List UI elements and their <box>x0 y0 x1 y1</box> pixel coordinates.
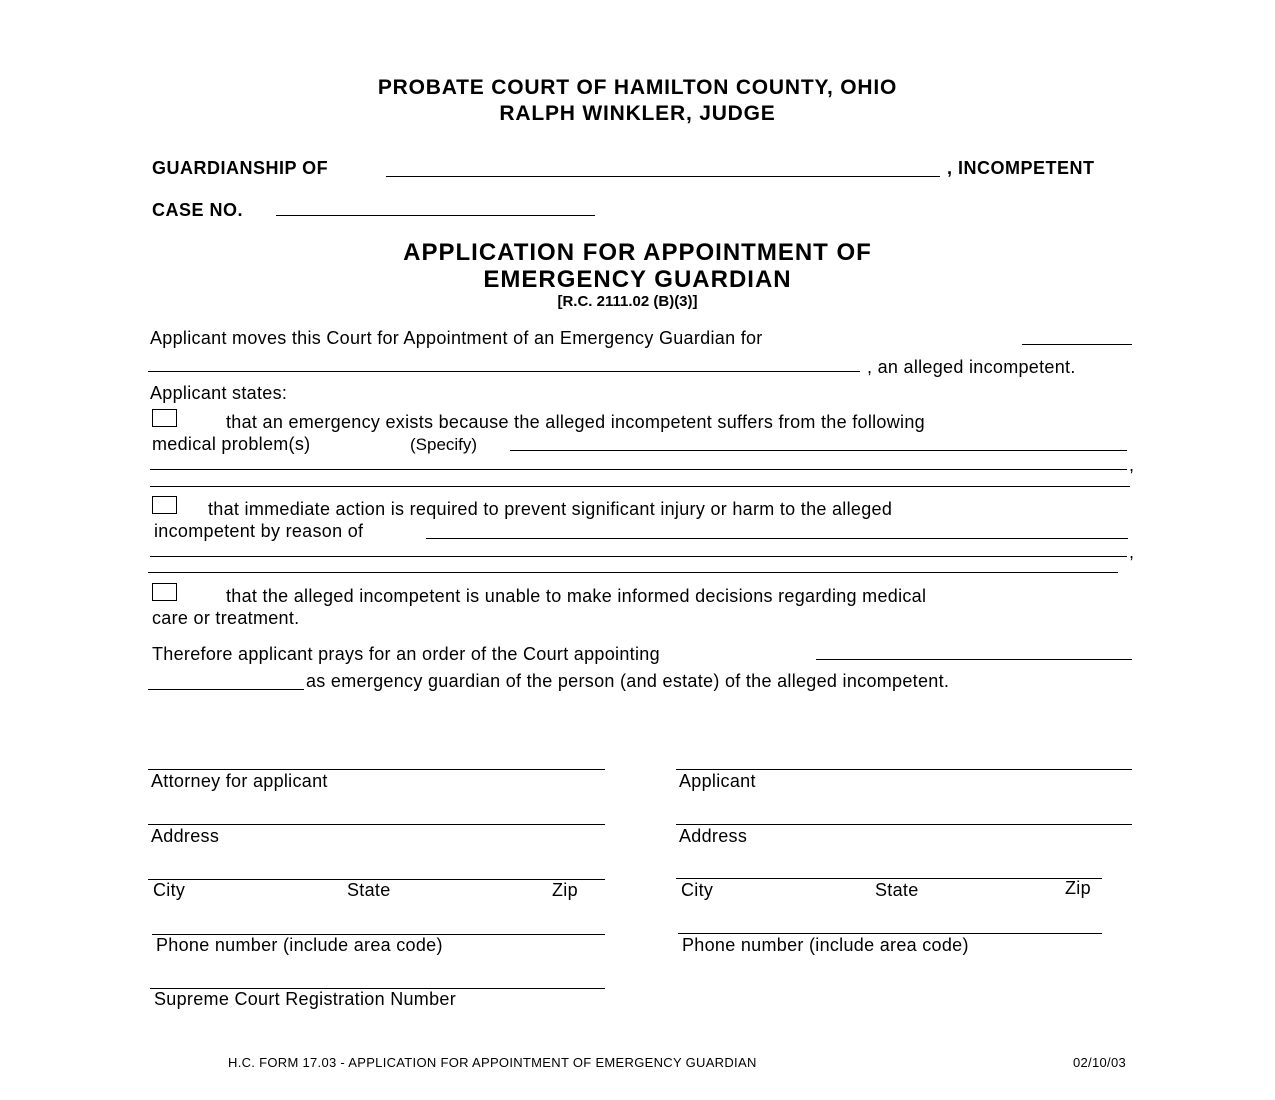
motion-suffix: , an alleged incompetent. <box>867 357 1076 377</box>
form-title-line2: EMERGENCY GUARDIAN <box>483 266 792 293</box>
item3-text-line2: care or treatment. <box>152 608 300 628</box>
specify-label: (Specify) <box>410 435 478 454</box>
guardianship-label: GUARDIANSHIP OF <box>152 158 329 178</box>
applicant-address-line[interactable] <box>676 824 1132 825</box>
applicant-city-line[interactable] <box>676 878 1102 879</box>
attorney-zip-label: Zip <box>552 880 578 900</box>
attorney-signature-line[interactable] <box>148 769 605 770</box>
item1-text-line2: medical problem(s) <box>152 434 311 454</box>
attorney-city-label: City <box>153 880 186 900</box>
applicant-signature-line[interactable] <box>676 769 1132 770</box>
item1-text-line1: that an emergency exists because the alleged incompetent suffers from the following <box>226 412 925 432</box>
attorney-phone-label: Phone number (include area code) <box>156 935 443 955</box>
attorney-state-label: State <box>347 880 391 900</box>
reason-field-1[interactable] <box>426 538 1128 539</box>
case-number-label: CASE NO. <box>152 200 244 220</box>
form-footer-date: 02/10/03 <box>1073 1055 1127 1070</box>
registration-label: Supreme Court Registration Number <box>154 989 457 1009</box>
guardian-name-field-2[interactable] <box>148 689 304 690</box>
immediate-action-checkbox[interactable] <box>152 496 177 514</box>
item2-text-line2: incompetent by reason of <box>154 521 364 541</box>
unable-decide-checkbox[interactable] <box>152 583 177 601</box>
attorney-address-line[interactable] <box>148 824 605 825</box>
medical-problem-field-3[interactable] <box>150 486 1130 487</box>
court-name: PROBATE COURT OF HAMILTON COUNTY, OHIO <box>377 76 898 99</box>
states-intro: Applicant states: <box>150 383 288 403</box>
item2-text-line1: that immediate action is required to prevent significant injury or harm to the alleged <box>208 499 893 519</box>
medical-problem-field-2[interactable] <box>150 469 1127 470</box>
motion-text: Applicant moves this Court for Appointment of an Emergency Guardian for <box>150 328 763 348</box>
incompetent-label: , INCOMPETENT <box>947 158 1095 178</box>
statute-reference: [R.C. 2111.02 (B)(3)] <box>557 293 698 310</box>
attorney-address-label: Address <box>151 826 220 846</box>
reason-field-2[interactable] <box>150 556 1127 557</box>
emergency-medical-checkbox[interactable] <box>152 409 177 427</box>
medical-problem-field-1[interactable] <box>510 450 1127 451</box>
reason-field-3[interactable] <box>148 572 1118 573</box>
applicant-state-label: State <box>875 880 919 900</box>
item2-comma: , <box>1129 542 1135 562</box>
attorney-label: Attorney for applicant <box>151 771 328 791</box>
motion-name-field-1[interactable] <box>1022 344 1132 345</box>
applicant-zip-label: Zip <box>1065 878 1091 898</box>
judge-name: RALPH WINKLER, JUDGE <box>499 102 776 125</box>
form-title-line1: APPLICATION FOR APPOINTMENT OF <box>403 239 872 266</box>
item1-comma: , <box>1129 455 1135 475</box>
form-footer-name: H.C. FORM 17.03 - APPLICATION FOR APPOINTMENT OF EMERGENCY GUARDIAN <box>228 1055 757 1070</box>
prayer-text-line2: as emergency guardian of the person (and estate) of the alleged incompetent. <box>306 671 950 691</box>
applicant-phone-line[interactable] <box>678 933 1102 934</box>
motion-name-field-2[interactable] <box>148 371 860 372</box>
prayer-text-line1: Therefore applicant prays for an order of the Court appointing <box>152 644 660 664</box>
applicant-address-label: Address <box>679 826 748 846</box>
applicant-phone-label: Phone number (include area code) <box>682 935 969 955</box>
applicant-label: Applicant <box>679 771 756 791</box>
case-number-field[interactable] <box>276 215 595 216</box>
guardian-name-field-1[interactable] <box>816 659 1132 660</box>
ward-name-field[interactable] <box>386 176 940 177</box>
applicant-city-label: City <box>681 880 714 900</box>
item3-text-line1: that the alleged incompetent is unable to make informed decisions regarding medical <box>226 586 927 606</box>
